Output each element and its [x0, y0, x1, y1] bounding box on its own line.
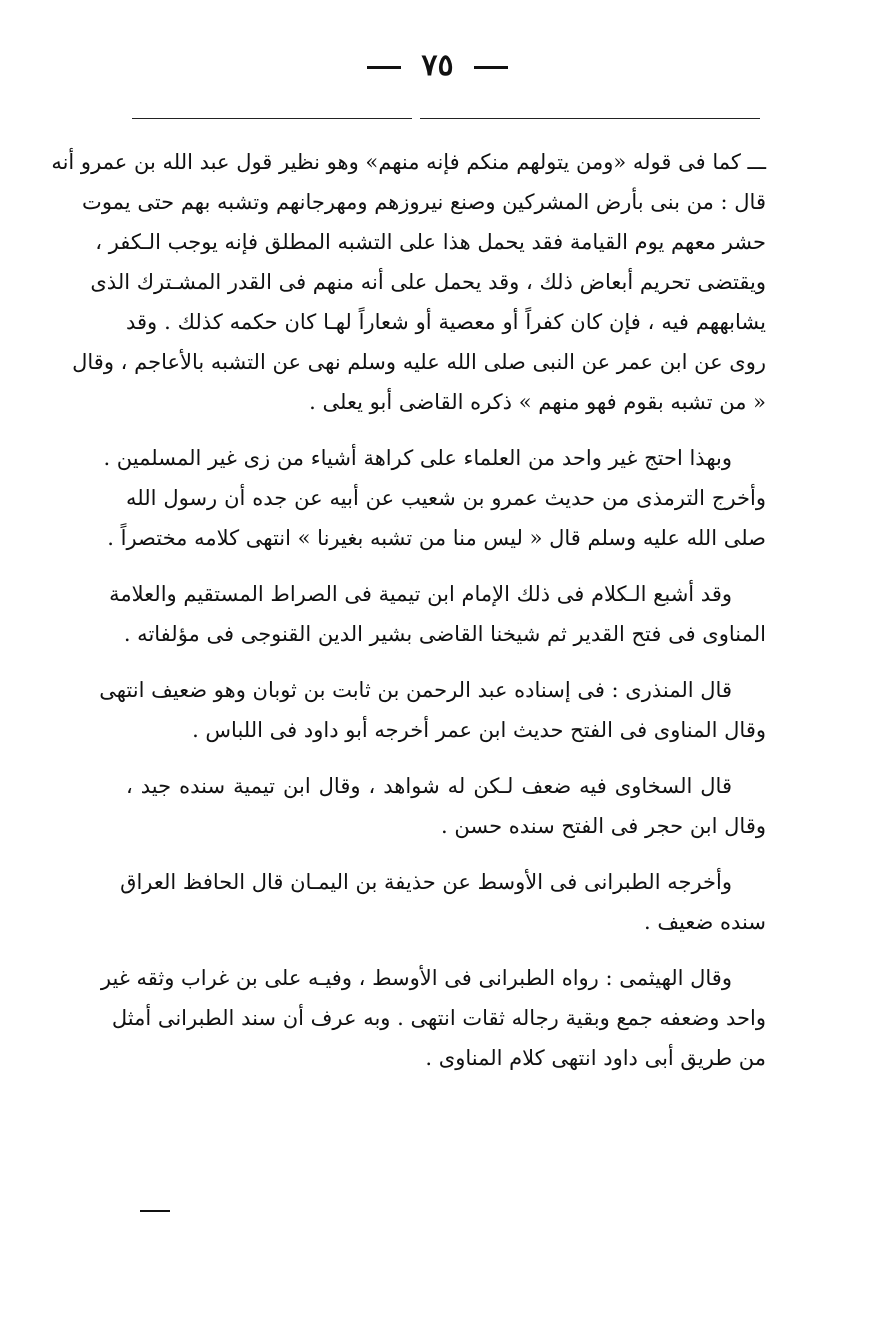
page-header [0, 44, 875, 88]
text-line: المناوى فى فتح القدير ثم شيخنا القاضى بشير الدين القنوجى فى مؤلفاته . [123, 622, 766, 646]
text-line: ـــ كما فى قوله «ومن يتولهم منكم فإنه منهم» وهو نظير قول عبد الله بن عمرو أنه [51, 150, 766, 174]
text-line: وأخرج الترمذى من حديث عمرو بن شعيب عن أبيه عن جده أن رسول الله [126, 486, 766, 510]
text-line: سنده ضعيف . [643, 910, 766, 934]
header-dash-right [474, 66, 508, 69]
text-line: وبهذا احتج غير واحد من العلماء على كراهة أشياء من زى غير المسلمين . [103, 446, 732, 470]
paragraph-gap [126, 846, 766, 862]
header-rule-left [132, 118, 412, 119]
paragraph-gap [126, 750, 766, 766]
text-line: وقال المناوى فى الفتح حديث ابن عمر أخرجه أبو داود فى اللباس . [192, 718, 766, 742]
end-dash [140, 1210, 170, 1212]
paragraph-gap [126, 942, 766, 958]
page-number: ٧٥ [421, 48, 454, 83]
text-line: قال السخاوى فيه ضعف لـكن له شواهد ، وقال ابن تيمية سنده جيد ، [126, 774, 732, 798]
text-line: يشابههم فيه ، فإن كان كفراً أو معصية أو شعاراً لهـا كان حكمه كذلك . وقد [126, 310, 766, 334]
text-line: قال : من بنى بأرض المشركين وصنع نيروزهم ومهرجانهم وتشبه بهم حتى يموت [82, 190, 766, 214]
body-text [51, 142, 766, 1078]
text-line: واحد وضعفه جمع وبقية رجاله ثقات انتهى . وبه عرف أن سند الطبرانى أمثل [111, 1006, 766, 1030]
text-line: « من تشبه بقوم فهو منهم » ذكره القاضى أبو يعلى . [309, 390, 766, 414]
text-line: ويقتضى تحريم أبعاض ذلك ، وقد يحمل على أنه منهم فى القدر المشـترك الذى [90, 270, 766, 294]
text-line: وقال الهيثمى : رواه الطبرانى فى الأوسط ، وفيـه على بن غراب وثقه غير [100, 966, 732, 990]
text-line: من طريق أبى داود انتهى كلام المناوى . [425, 1046, 766, 1070]
header-dash-left [367, 66, 401, 69]
paragraph-gap [126, 422, 766, 438]
text-line: حشر معهم يوم القيامة فقد يحمل هذا على التشبه المطلق فإنه يوجب الـكفر ، [95, 230, 766, 254]
text-line: قال المنذرى : فى إسناده عبد الرحمن بن ثابت بن ثوبان وهو ضعيف انتهى [99, 678, 732, 702]
paragraph-gap [126, 654, 766, 670]
text-line: وأخرجه الطبرانى فى الأوسط عن حذيفة بن اليمـان قال الحافظ العراق [120, 870, 732, 894]
text-line: صلى الله عليه وسلم قال « ليس منا من تشبه بغيرنا » انتهى كلامه مختصراً . [107, 526, 766, 550]
text-line: وقد أشبع الـكلام فى ذلك الإمام ابن تيمية فى الصراط المستقيم والعلامة [109, 582, 732, 606]
paragraph-gap [126, 558, 766, 574]
text-line: وقال ابن حجر فى الفتح سنده حسن . [441, 814, 766, 838]
text-line: روى عن ابن عمر عن النبى صلى الله عليه وسلم نهى عن التشبه بالأعاجم ، وقال [72, 350, 766, 374]
header-rule-right [420, 118, 760, 119]
